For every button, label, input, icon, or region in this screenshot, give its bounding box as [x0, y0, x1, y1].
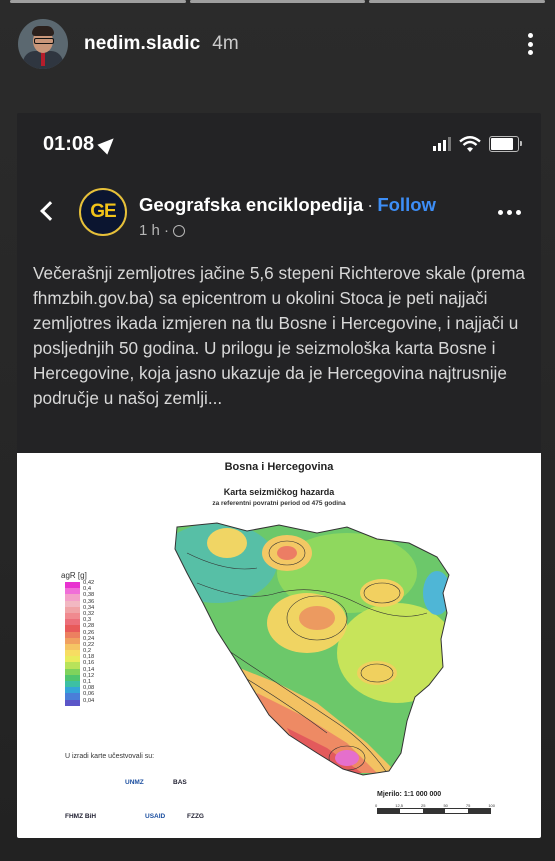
legend-value: 0,22: [83, 641, 95, 648]
legend-value: 0,42: [83, 580, 95, 586]
legend-value: 0,34: [83, 604, 95, 611]
page-logo[interactable]: [79, 188, 127, 236]
map-scale-bar: [377, 808, 491, 814]
progress-segment: [369, 0, 545, 3]
signal-icon: [433, 137, 451, 151]
separator: ·: [367, 194, 374, 215]
scale-tick: 0: [375, 803, 378, 808]
scale-tick: 75: [465, 803, 471, 808]
legend-value: 0,36: [83, 598, 95, 605]
status-time: 01:08: [43, 132, 95, 155]
legend-value: 0,32: [83, 610, 95, 617]
legend-value: 0,14: [83, 666, 95, 673]
legend-labels: [83, 580, 94, 704]
map-subtitle: Karta seizmičkog hazarda: [223, 487, 335, 497]
logo-unmz: UNMZ: [125, 779, 144, 786]
progress-segment: [190, 0, 366, 3]
story-time: 4m: [212, 33, 239, 54]
map-subtitle-2: za referentni povratni period od 475 godina: [212, 500, 346, 507]
post-header: [37, 188, 523, 244]
legend-value: 0,38: [83, 592, 95, 599]
legend-value: 0,08: [83, 685, 95, 692]
post-meta: [139, 222, 185, 239]
location-arrow-icon: [98, 133, 119, 154]
scale-tick: 50: [443, 803, 448, 808]
seismic-map-image[interactable]: [17, 453, 541, 838]
legend-title: agR [g]: [61, 571, 87, 580]
legend-value: 0,26: [83, 629, 95, 636]
legend-value: 0,4: [83, 586, 92, 593]
scale-tick: 100: [488, 803, 495, 808]
legend-value: 0,3: [83, 617, 92, 624]
scale-tick: 25: [421, 803, 426, 808]
story-header: [18, 14, 537, 74]
legend-value: 0,18: [83, 654, 95, 661]
progress-segment: [10, 0, 186, 3]
story-progress-bar: [10, 0, 545, 3]
scale-tick: 12,5: [395, 803, 404, 808]
post-more-icon[interactable]: [498, 210, 521, 215]
page-name[interactable]: Geografska enciklopedija: [139, 194, 364, 215]
legend-value: 0,2: [83, 648, 92, 655]
logo-fhmz: FHMZ BiH: [65, 813, 97, 820]
legend-value: 0,16: [83, 660, 95, 667]
more-options-icon[interactable]: [523, 29, 537, 59]
globe-icon: [173, 225, 185, 237]
logo-fzzg: FZZG: [187, 813, 204, 820]
legend-value: 0,12: [83, 672, 95, 679]
post-caption: Večerašnji zemljotres jačine 5,6 stepeni Richterove skale (prema fhmzbih.gov.ba) sa epicentrom u okolini Stoca je peti najjači zemljotres ikada izmjeren na tlu Bosne i Hercegovine, i najjači u posljednjih 50 godina. U prilogu je seizmološka karta Bosne i Hercegovine, koja jasno ukazuje da je Hercegovina najtrusnije područje u našoj zemlji...: [33, 263, 525, 408]
map-title: Bosna i Hercegovina: [224, 461, 334, 473]
phone-status-bar: [43, 131, 519, 157]
battery-icon: [489, 136, 519, 152]
follow-button[interactable]: Follow: [377, 194, 436, 215]
legend-value: 0,1: [83, 679, 92, 685]
avatar[interactable]: [18, 19, 68, 69]
logo-bas: BAS: [173, 779, 187, 786]
legend-swatch: [65, 700, 80, 706]
page-name-line: [139, 194, 436, 216]
logo-usaid: USAID: [145, 813, 166, 820]
map-legend: [65, 582, 80, 706]
shared-screenshot: [17, 113, 541, 838]
post-age: 1 h ·: [139, 222, 170, 239]
legend-value: 0,24: [83, 635, 95, 642]
map-credit: U izradi karte učestvovali su:: [65, 753, 155, 760]
legend-value: 0,06: [83, 691, 95, 698]
back-arrow-icon[interactable]: [40, 201, 60, 221]
legend-value: 0,28: [83, 623, 95, 630]
map-scale-label: Mjerilo: 1:1 000 000: [377, 791, 442, 798]
legend-value: 0,04: [83, 697, 95, 704]
partner-logos: [65, 773, 265, 833]
wifi-icon: [459, 136, 481, 152]
page-logo-text: GE: [90, 201, 116, 222]
story-username[interactable]: nedim.sladic: [84, 33, 201, 54]
